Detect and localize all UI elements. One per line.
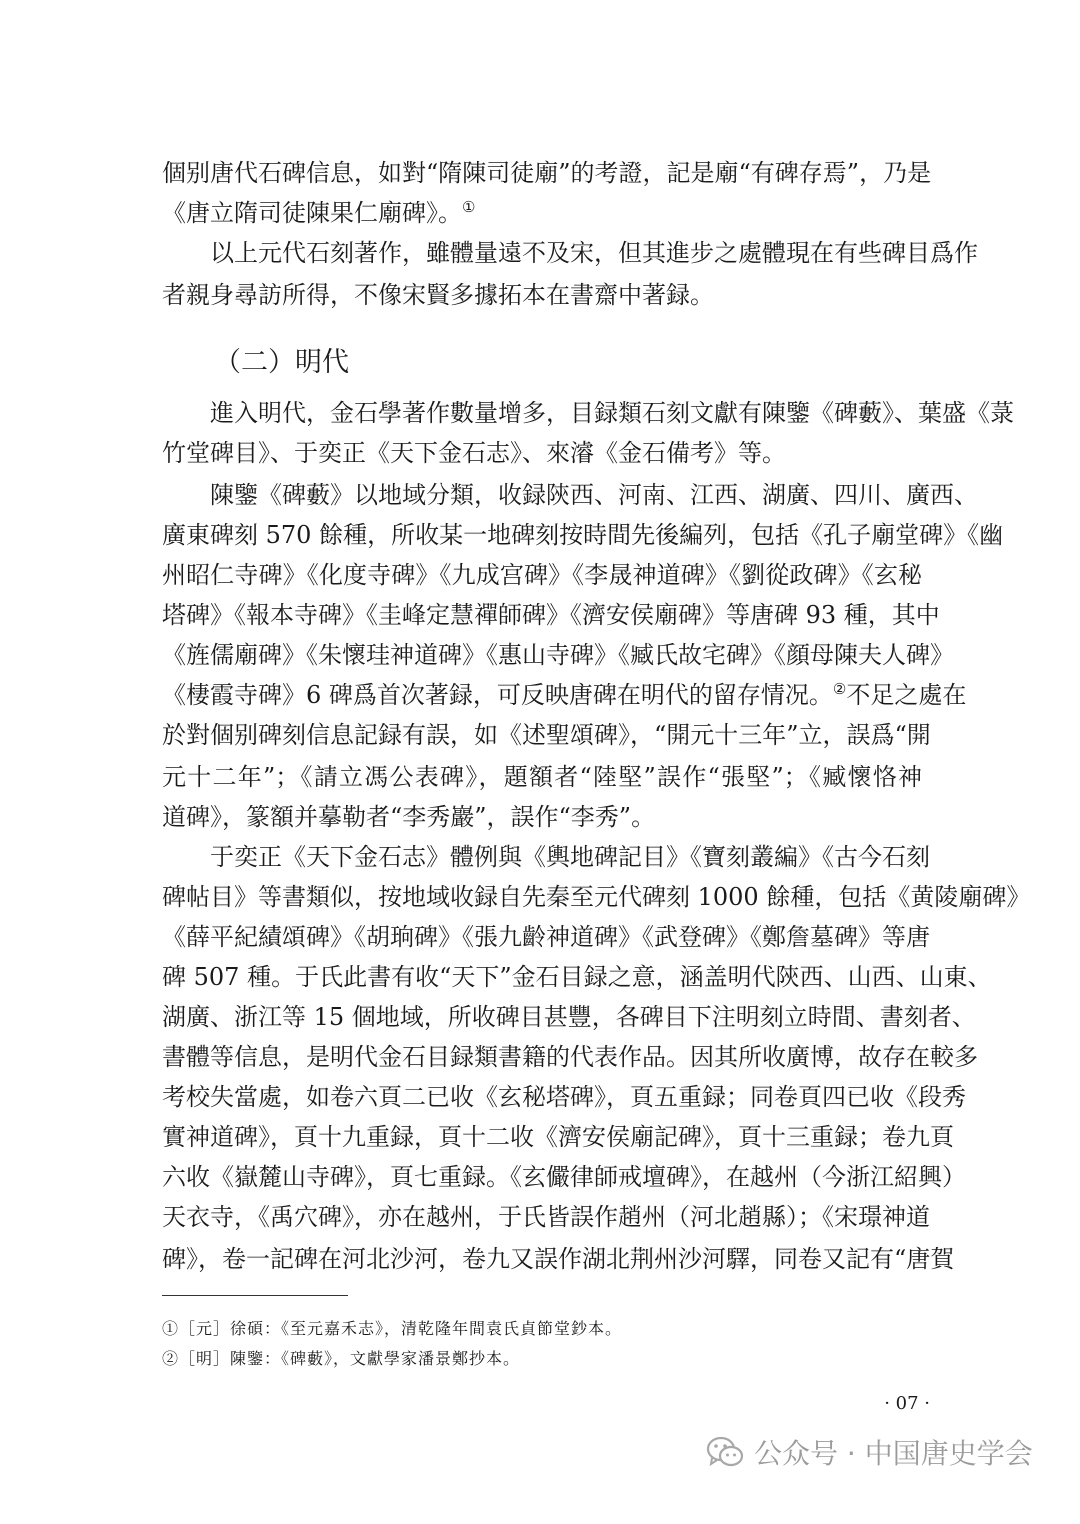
page-number: · 07 ·	[884, 1393, 930, 1414]
text-line: 于奕正《天下金石志》體例與《輿地碑記目》《寶刻叢編》《古今石刻	[210, 843, 930, 871]
text-line: 廣東碑刻 570 餘種，所收某一地碑刻按時間先後編列，包括《孔子廟堂碑》《幽	[162, 521, 1004, 549]
text-line: 碑帖目》等書類似，按地域收録自先秦至元代碑刻 1000 餘種，包括《黄陵廟碑》	[162, 883, 1031, 911]
text-line: 於對個别碑刻信息記録有誤，如《述聖頌碑》，“開元十三年”立，誤爲“開	[162, 721, 931, 749]
footnote: ①［元］徐碩：《至元嘉禾志》，清乾隆年間袁氏貞節堂鈔本。	[162, 1319, 623, 1338]
text-line: 州昭仁寺碑》《化度寺碑》《九成宫碑》《李晟神道碑》《劉從政碑》《玄秘	[162, 561, 922, 589]
text-line: 陳鑒《碑藪》以地域分類，收録陝西、河南、江西、湖廣、四川、廣西、	[210, 481, 978, 509]
text-line: 《旌儒廟碑》《朱懷珪神道碑》《惠山寺碑》《臧氏故宅碑》《顔母陳夫人碑》	[162, 641, 954, 669]
text-line: 者親身尋訪所得，不像宋賢多據拓本在書齋中著録。	[162, 281, 714, 309]
text-line: 塔碑》《報本寺碑》《圭峰定慧禪師碑》《濟安侯廟碑》等唐碑 93 種，其中	[162, 601, 940, 629]
text-line: 道碑》，篆額并摹勒者“李秀巖”，誤作“李秀”。	[162, 803, 656, 831]
text-line: 碑》，卷一記碑在河北沙河，卷九又誤作湖北荆州沙河驛，同卷又記有“唐賀	[162, 1245, 955, 1273]
text-line: 六收《嶽麓山寺碑》，頁七重録。《玄儼律師戒壇碑》，在越州（今浙江紹興）	[162, 1163, 966, 1191]
text-line: 《棲霞寺碑》6 碑爲首次著録，可反映唐碑在明代的留存情况。②不足之處在	[162, 680, 967, 709]
text-line: 書體等信息，是明代金石目録類書籍的代表作品。因其所收廣博，故存在較多	[162, 1043, 978, 1071]
footnote: ②［明］陳鑒：《碑藪》，文獻學家潘景鄭抄本。	[162, 1349, 521, 1368]
text-line: 竹堂碑目》、于奕正《天下金石志》、來濬《金石備考》等。	[162, 439, 786, 467]
text-line: 考校失當處，如卷六頁二已收《玄秘塔碑》，頁五重録；同卷頁四已收《段秀	[162, 1083, 966, 1111]
wechat-icon	[706, 1435, 744, 1469]
text-line: 碑 507 種。于氏此書有收“天下”金石目録之意，涵盖明代陝西、山西、山東、	[162, 963, 992, 991]
text-line: 湖廣、浙江等 15 個地域，所收碑目甚豐，各碑目下注明刻立時間、書刻者、	[162, 1003, 976, 1031]
text-line: 實神道碑》，頁十九重録，頁十二收《濟安侯廟記碑》，頁十三重録；卷九頁	[162, 1123, 954, 1151]
text-line: 天衣寺，《禹穴碑》，亦在越州，于氏皆誤作趙州（河北趙縣）；《宋璟神道	[162, 1203, 930, 1231]
watermark-text: 公众号 · 中国唐史学会	[754, 1437, 1033, 1470]
footnote-ref[interactable]: ②	[832, 680, 847, 698]
text-line: 元十二年”；《請立馮公表碑》，題額者“陸堅”誤作“張堅”；《臧懷恪神	[162, 763, 922, 791]
text-line: 以上元代石刻著作，雖體量遠不及宋，但其進步之處體現在有些碑目爲作	[210, 239, 978, 267]
watermark	[706, 1430, 1033, 1474]
footnote-ref[interactable]: ①	[462, 198, 476, 216]
text-line: 進入明代，金石學著作數量增多，目録類石刻文獻有陳鑒《碑藪》、葉盛《菉	[210, 399, 1014, 427]
text-line: 個别唐代石碑信息，如對“隋陳司徒廟”的考證，記是廟“有碑存焉”，乃是	[162, 159, 932, 187]
footnote-separator	[162, 1295, 348, 1296]
text-line: 《薛平紀績頌碑》《胡珦碑》《張九齡神道碑》《武登碑》《鄭詹墓碑》等唐	[162, 923, 930, 951]
section-heading: （二）明代	[214, 347, 349, 378]
text-line: 《唐立隋司徒陳果仁廟碑》。①	[162, 198, 476, 227]
